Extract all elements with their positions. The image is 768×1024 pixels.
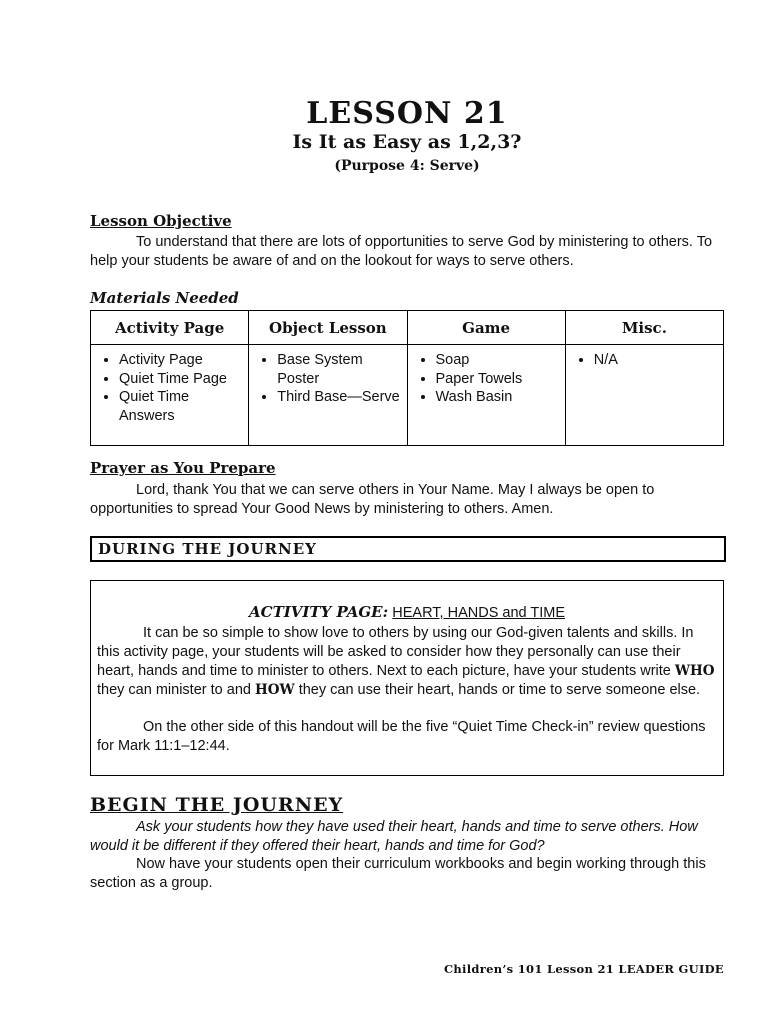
materials-table <box>90 310 724 446</box>
materials-col-misc: Misc. <box>565 311 723 345</box>
how-emphasis: HOW <box>254 682 295 698</box>
activity-text-part: they can minister to and <box>97 682 255 698</box>
materials-col-game: Game <box>407 311 565 345</box>
materials-col-object-lesson: Object Lesson <box>249 311 407 345</box>
objective-heading: Lesson Objective <box>90 212 232 230</box>
materials-cell-misc <box>565 345 723 446</box>
materials-col-activity: Activity Page <box>91 311 249 345</box>
prayer-text: Lord, thank You that we can serve others in Your Name. May I always be open to opportunities to spread Your Good News by ministering to others. Amen. <box>90 482 655 517</box>
activity-page-name: HEART, HANDS and TIME <box>392 605 565 621</box>
activity-paragraph-1 <box>97 624 717 700</box>
prayer-heading: Prayer as You Prepare <box>90 459 276 477</box>
activity-text-part: they can use their heart, hands or time to serve someone else. <box>294 682 701 698</box>
list-item: • N/A <box>594 351 719 370</box>
materials-heading: Materials Needed <box>90 289 239 307</box>
list-item: • Quiet Time Page <box>119 370 244 389</box>
materials-cell-object-lesson <box>249 345 407 446</box>
list-item: • Paper Towels <box>436 370 561 389</box>
list-item: • Base System Poster <box>277 351 402 388</box>
activity-page-title <box>91 603 723 621</box>
list-item: • Quiet Time Answers <box>119 388 244 425</box>
materials-header-row <box>91 311 724 345</box>
lesson-title: LESSON 21 <box>306 96 508 131</box>
lesson-purpose: (Purpose 4: Serve) <box>334 158 480 174</box>
list-item: • Third Base—Serve <box>277 388 402 407</box>
materials-cell-game <box>407 345 565 446</box>
leader-guide-footer: Children’s 101 Lesson 21 LEADER GUIDE <box>443 962 724 976</box>
objective-text: To understand that there are lots of opportunities to serve God by ministering to others. To help your students be aware of and on the lookout for ways to serve others. <box>90 234 713 269</box>
activity-page-label: ACTIVITY PAGE: <box>249 603 389 621</box>
begin-journey-instructions: Now have your students open their curriculum workbooks and begin working through this section as a group. <box>90 856 706 891</box>
who-emphasis: WHO <box>674 663 715 679</box>
begin-journey-question: Ask your students how they have used their heart, hands and time to serve others. How would it be different if they offered their heart, hands and time for God? <box>90 819 698 854</box>
materials-cell-activity <box>91 345 249 446</box>
activity-page-box <box>90 580 724 776</box>
lesson-subtitle: Is It as Easy as 1,2,3? <box>292 131 522 153</box>
list-item: • Soap <box>436 351 561 370</box>
list-item: • Activity Page <box>119 351 244 370</box>
activity-paragraph-2: On the other side of this handout will be the five “Quiet Time Check-in” review questions for Mark 11:1–12:44. <box>97 719 706 754</box>
during-journey-band: DURING THE JOURNEY <box>90 536 726 562</box>
list-item: • Wash Basin <box>436 388 561 407</box>
materials-items-row <box>91 345 724 446</box>
begin-journey-heading: BEGIN THE JOURNEY <box>90 794 344 816</box>
activity-text-part: It can be so simple to show love to others by using our God-given talents and skills. In this activity page, your students will be asked to consider how they personally can use their heart, hands and time to minister to others. Next to each picture, have your students write <box>97 625 694 679</box>
